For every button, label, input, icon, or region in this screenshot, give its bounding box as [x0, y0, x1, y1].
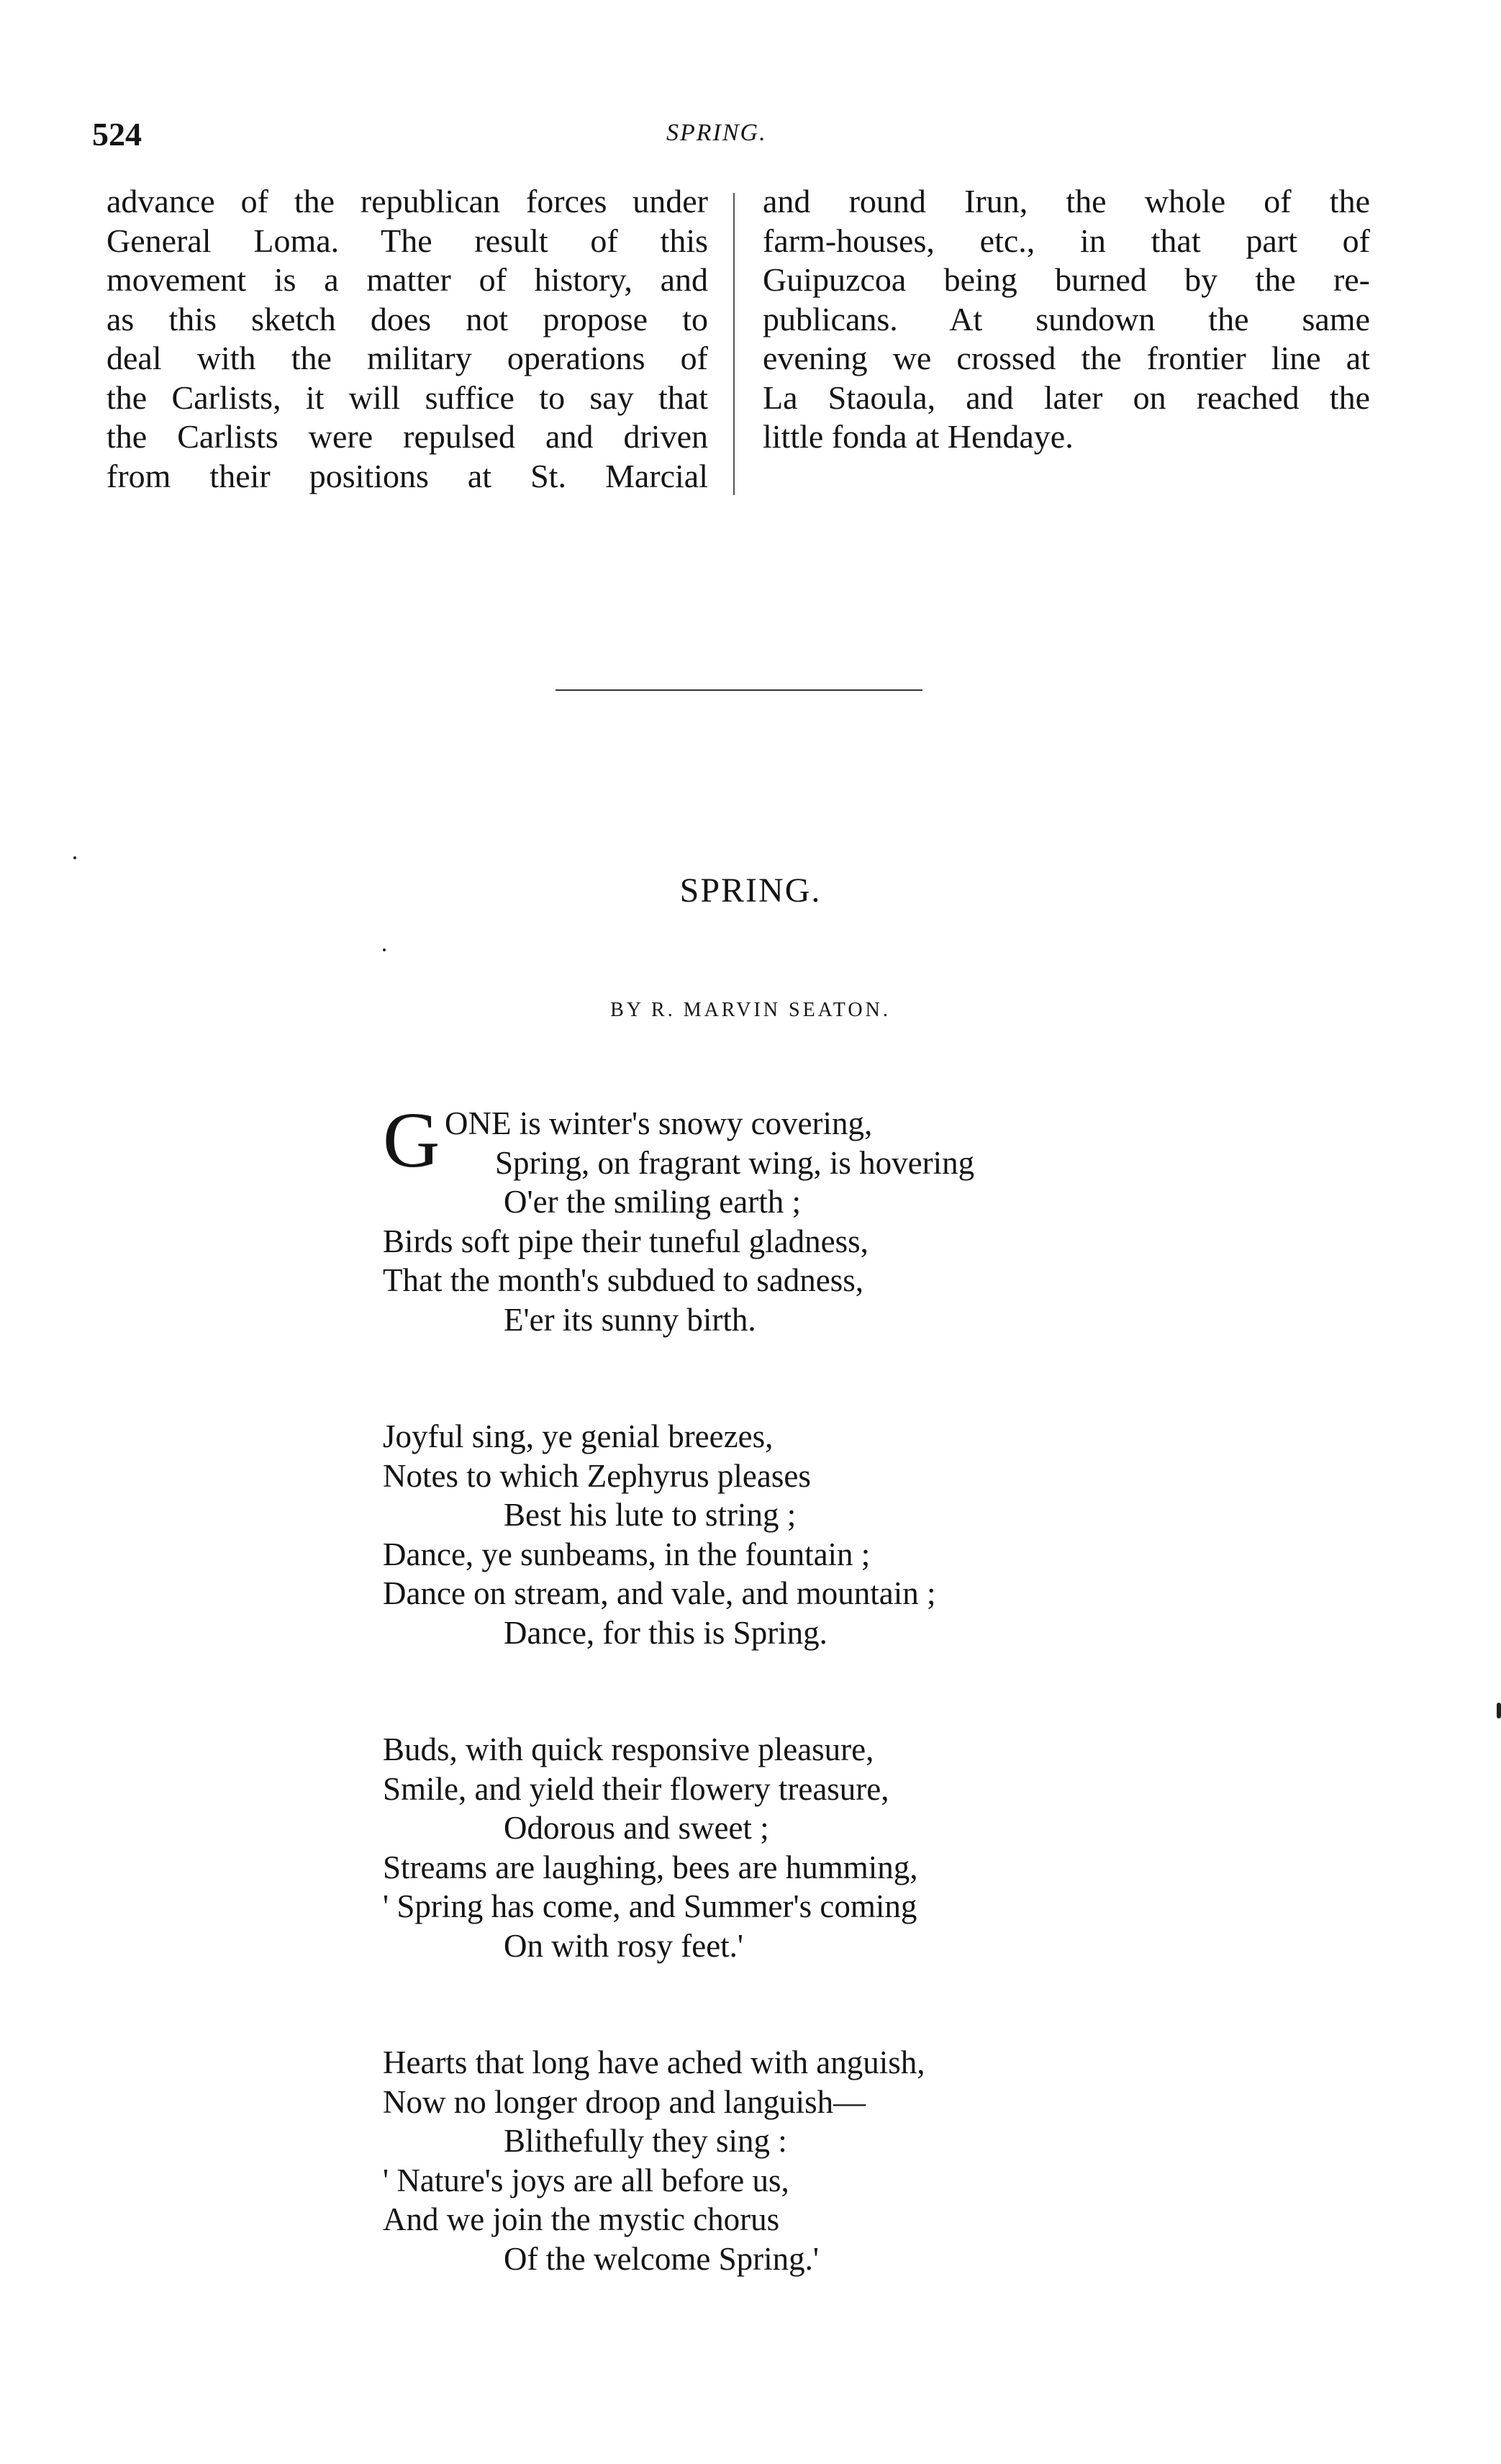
verse-line: Odorous and sweet ; — [504, 1810, 769, 1846]
poem-title: SPRING. — [679, 871, 822, 910]
verse-line: Dance on stream, and vale, and mountain ; — [383, 1575, 936, 1611]
text-line: Guipuzcoa being burned by the re- — [763, 261, 1370, 298]
drop-cap: G — [383, 1096, 440, 1184]
text-line: from their positions at St. Marcial — [106, 457, 708, 494]
poem-body — [383, 1096, 975, 2278]
prev-article-left-column — [106, 182, 708, 496]
verse-line: Blithefully they sing : — [504, 2123, 787, 2159]
verse-line: Best his lute to string ; — [504, 1497, 797, 1533]
verse-line: And we join the mystic chorus — [383, 2201, 780, 2237]
verse-line: Streams are laughing, bees are humming, — [383, 1849, 918, 1885]
text-line: the Carlists were repulsed and driven — [106, 418, 708, 455]
verse-line: Dance, ye sunbeams, in the fountain ; — [383, 1536, 871, 1572]
verse-line: ' Spring has come, and Summer's coming — [383, 1888, 917, 1924]
verse-line: ' Nature's joys are all before us, — [383, 2162, 789, 2198]
print-speck — [383, 948, 386, 951]
verse-line: Birds soft pipe their tuneful gladness, — [383, 1223, 869, 1259]
verse-line: Smile, and yield their flowery treasure, — [383, 1770, 889, 1807]
verse-line: Dance, for this is Spring. — [504, 1614, 827, 1651]
section-separator — [555, 689, 922, 691]
text-line: publicans. At sundown the same — [763, 300, 1370, 338]
verse-line-text: ONE is winter's snowy covering, — [445, 1105, 873, 1141]
prev-article-right-column — [763, 182, 1370, 457]
verse-line: Of the welcome Spring.' — [504, 2240, 820, 2277]
stanza — [383, 2043, 974, 2278]
text-line: La Staoula, and later on reached the — [763, 379, 1370, 416]
stanza — [383, 1417, 974, 1652]
text-line: as this sketch does not propose to — [106, 300, 708, 338]
verse-line: That the month's subdued to sadness, — [383, 1262, 864, 1298]
text-line: and round Irun, the whole of the — [763, 183, 1370, 219]
poem-byline: BY R. MARVIN SEATON. — [610, 999, 891, 1021]
verse-line: Joyful sing, ye genial breezes, — [383, 1418, 774, 1454]
running-head: SPRING. — [666, 119, 767, 146]
verse-line: Notes to which Zephyrus pleases — [383, 1457, 811, 1494]
text-line: little fonda at Hendaye. — [763, 418, 1074, 455]
text-line: farm-houses, etc., in that part of — [763, 222, 1370, 259]
stanza — [383, 1730, 974, 1965]
verse-line: O'er the smiling earth ; — [504, 1184, 801, 1220]
text-line: the Carlists, it will suffice to say that — [106, 379, 708, 416]
verse-line: On with rosy feet.' — [504, 1927, 744, 1964]
verse-line: Spring, on fragrant wing, is hovering — [495, 1144, 975, 1181]
print-speck — [73, 856, 76, 859]
text-line: General Loma. The result of this — [106, 222, 708, 259]
verse-line: Hearts that long have ached with anguish, — [383, 2044, 925, 2080]
text-line: evening we crossed the frontier line at — [763, 340, 1370, 376]
page-number: 524 — [92, 116, 142, 153]
stanza — [383, 1096, 975, 1339]
print-speck — [1497, 1703, 1501, 1718]
column-rule — [733, 193, 735, 495]
text-line: deal with the military operations of — [106, 340, 708, 376]
text-line: movement is a matter of history, and — [106, 261, 708, 298]
verse-line: Buds, with quick responsive pleasure, — [383, 1731, 874, 1767]
verse-line: Now no longer droop and languish— — [383, 2083, 866, 2120]
verse-line: E'er its sunny birth. — [504, 1301, 756, 1338]
text-line: advance of the republican forces under — [106, 183, 708, 219]
